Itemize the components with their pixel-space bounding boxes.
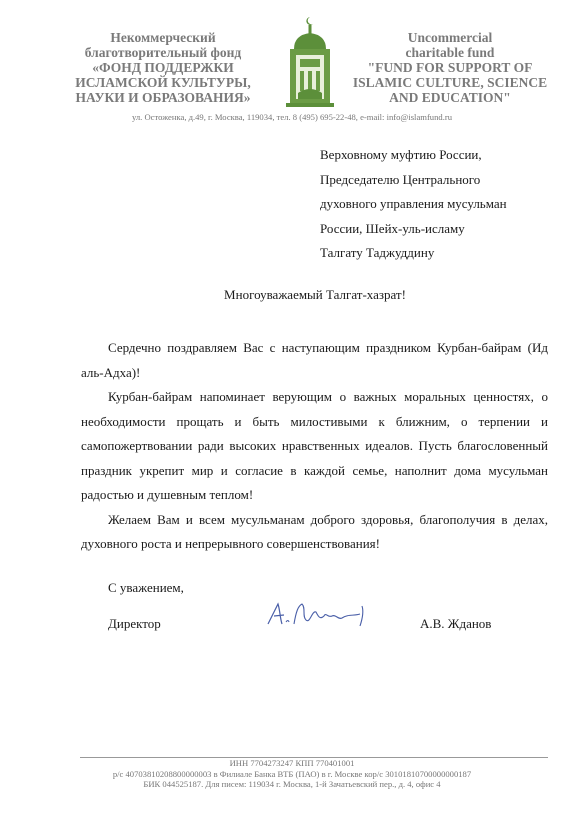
org-ru-line: благотворительный фонд xyxy=(84,45,242,60)
org-ru-line: Некоммерческий xyxy=(110,30,216,45)
letterhead xyxy=(0,0,584,112)
letter-body xyxy=(81,336,548,557)
signer-position: Директор xyxy=(108,616,161,631)
org-en-line: AND EDUCATION" xyxy=(389,90,511,105)
recipient-line: Талгату Таджуддину xyxy=(320,245,435,260)
recipient-line: Верховному муфтию России, xyxy=(320,147,482,162)
body-paragraph: Желаем Вам и всем мусульманам доброго здоровья, благополучия в делах, духовного роста и непрерывного совершенствования! xyxy=(81,511,548,551)
body-paragraph: Курбан-байрам напоминает верующим о важных моральных ценностях, о необходимости прощать и быть милостивыми к ближним, о терпении и самопожертвовании ради высоких нравственных идеалов. Пусть благословенный праздник укрепит мир и согласие в каждой семье, наполнит дома мусульман радостью и душевным теплом! xyxy=(81,389,548,502)
org-name-russian xyxy=(48,30,278,105)
footer-bank-details xyxy=(0,758,584,790)
org-ru-line: НАУКИ И ОБРАЗОВАНИЯ» xyxy=(75,90,251,105)
recipient-block xyxy=(320,143,507,266)
recipient-line: духовного управления мусульман xyxy=(320,196,507,211)
org-en-line: ISLAMIC CULTURE, SCIENCE xyxy=(352,75,548,90)
body-paragraph: Сердечно поздравляем Вас с наступающим праздником Курбан-байрам (Ид аль-Адха)! xyxy=(81,340,548,380)
footer-line: ИНН 7704273247 КПП 770401001 xyxy=(229,758,355,768)
footer-line: БИК 044525187. Для писем: 119034 г. Москва, 1-й Зачатьевский пер., д. 4, офис 4 xyxy=(143,779,441,789)
org-name-english xyxy=(330,30,570,105)
org-en-line: "FUND FOR SUPPORT OF xyxy=(367,60,533,75)
footer-line: р/с 40703810208800000003 в Филиале Банка ВТБ (ПАО) в г. Москве кор/с 30101810700000000187 xyxy=(112,768,472,779)
org-ru-line: ИСЛАМСКОЙ КУЛЬТУРЫ, xyxy=(75,75,251,90)
handwritten-signature xyxy=(262,598,377,630)
org-ru-line: «ФОНД ПОДДЕРЖКИ xyxy=(92,60,234,75)
org-en-line: Uncommercial xyxy=(407,30,493,45)
recipient-line: России, Шейх-уль-исламу xyxy=(320,220,465,236)
closing: С уважением, xyxy=(108,580,184,595)
salutation: Многоуважаемый Талгат-хазрат! xyxy=(224,287,406,302)
letterhead-address: ул. Остоженка, д.49, г. Москва, 119034, тел. 8 (495) 695-22-48, e-mail: info@islamfund.ru xyxy=(131,112,453,122)
org-en-line: charitable fund xyxy=(405,45,495,60)
signer-name: А.В. Жданов xyxy=(420,616,492,631)
recipient-line: Председателю Центрального xyxy=(320,171,481,187)
